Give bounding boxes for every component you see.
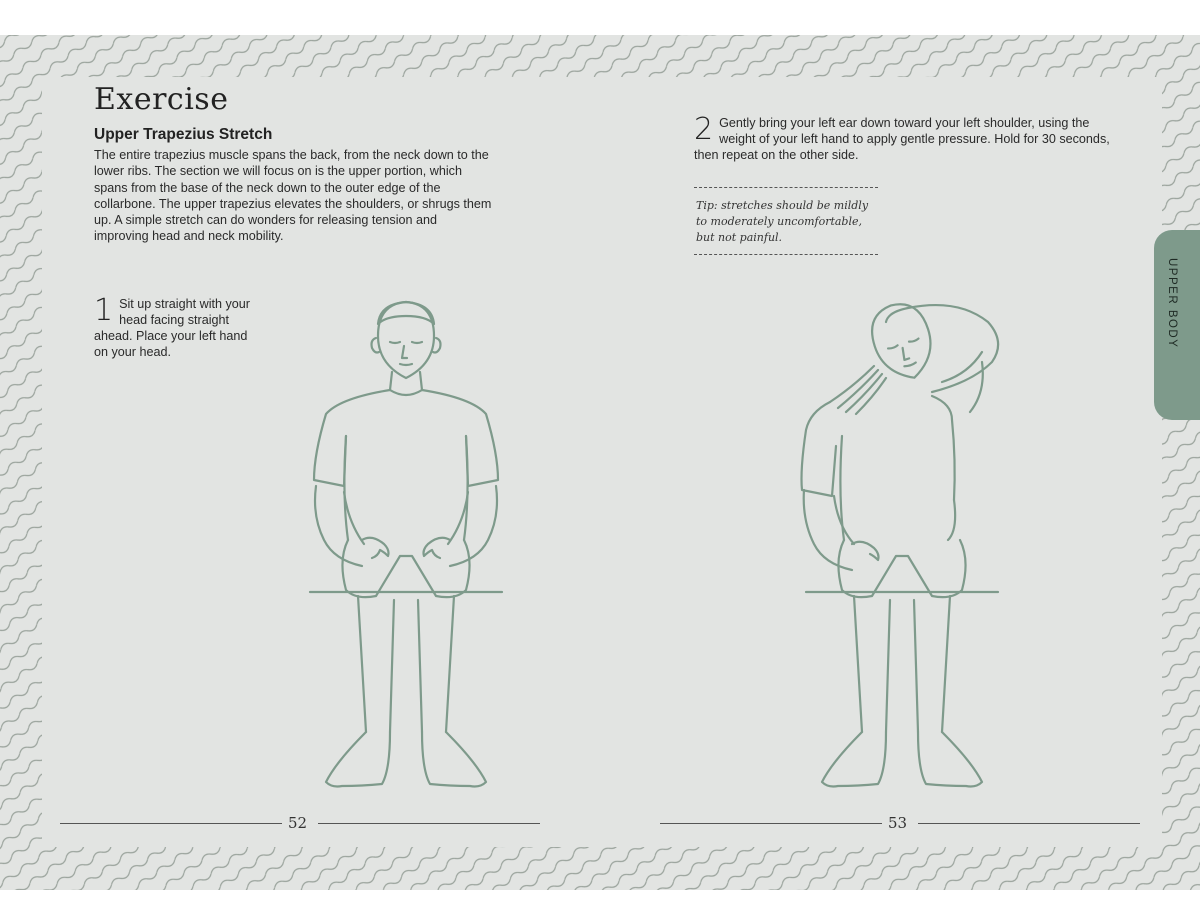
tip-box: Tip: stretches should be mildly to moderately uncomfortable, but not painful. <box>694 187 878 255</box>
footer-rule-right-b <box>918 823 1140 824</box>
step-2-number: 2 <box>694 112 714 147</box>
footer-rule-right-a <box>660 823 882 824</box>
page-title: Exercise <box>94 82 229 117</box>
step-2 <box>694 112 1114 163</box>
step-1 <box>94 293 264 360</box>
footer-rule-left-a <box>60 823 282 824</box>
intro-paragraph: The entire trapezius muscle spans the back, from the neck down to the lower ribs. The section we will focus on is the upper portion, which spans from the base of the neck down to the outer edge of the collarbone. The upper trapezius elevates the shoulders, or shrugs them up. A simple stretch can do wonders for releasing tension and improving head and neck mobility. <box>94 148 492 244</box>
footer-rule-left-b <box>318 823 540 824</box>
step-2-text: Gently bring your left ear down toward your left shoulder, using the weight of your left hand to apply gentle pressure. Hold for 30 seconds, then repeat on the other side. <box>694 116 1110 162</box>
section-tab-label: UPPER BODY <box>1166 258 1178 349</box>
seated-figure-illustration <box>286 296 526 796</box>
stretch-figure-illustration <box>782 296 1022 796</box>
step-1-text: Sit up straight with your head facing straight ahead. Place your left hand on your head. <box>94 297 250 359</box>
page-number-right: 53 <box>888 814 908 832</box>
section-tab[interactable] <box>1154 230 1200 420</box>
page-number-left: 52 <box>288 814 308 832</box>
exercise-subtitle: Upper Trapezius Stretch <box>94 126 273 143</box>
step-1-number: 1 <box>94 293 114 328</box>
